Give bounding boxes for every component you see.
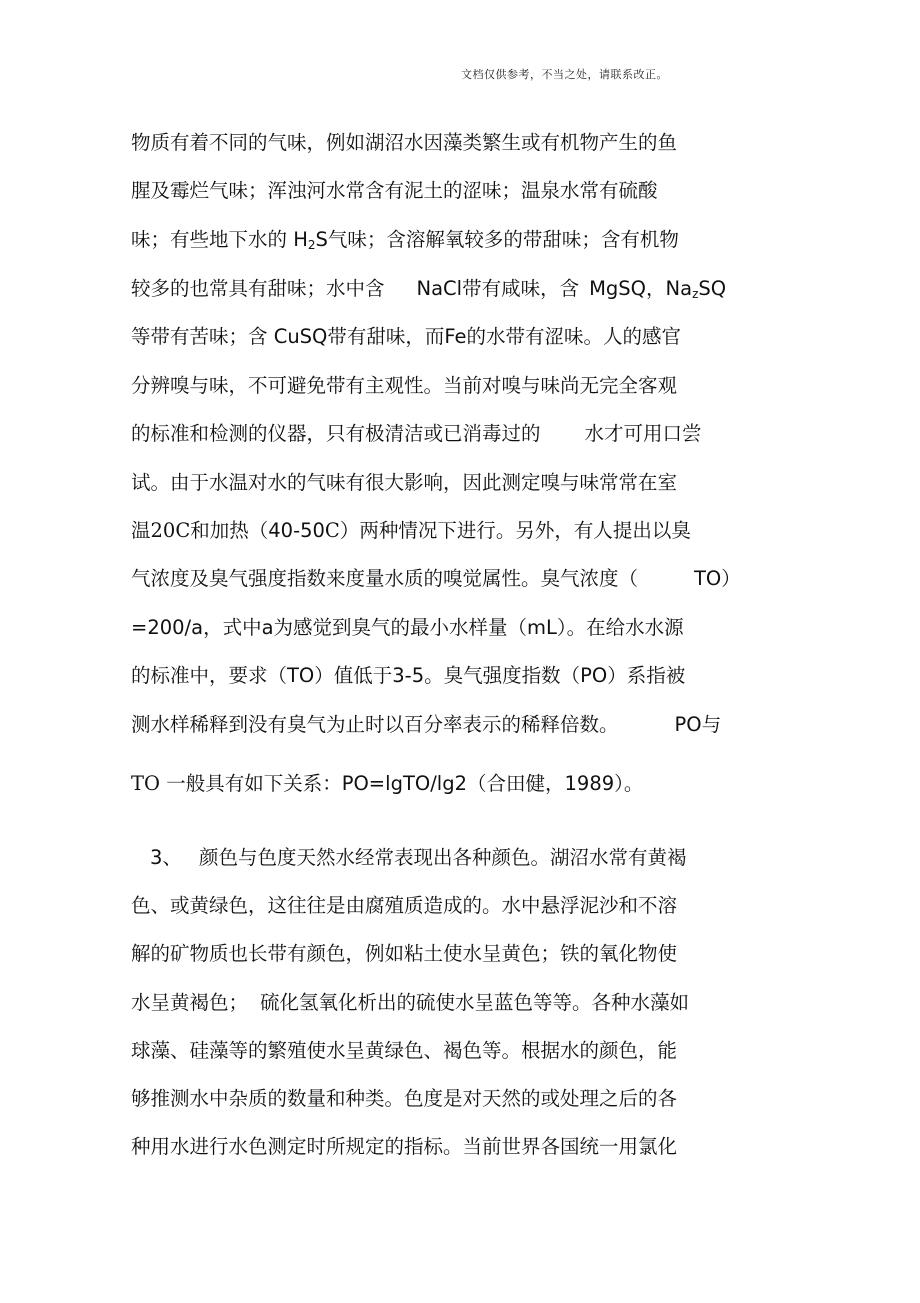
text-line: 种用水进行水色测定时所规定的指标。当前世界各国统一用氯化 xyxy=(131,1135,678,1158)
text-line: 的标准和检测的仪器，只有极清洁或已消毒过的 水才可用口尝 xyxy=(131,422,702,445)
text-line: TO 一般具有如下关系：PO=lgTO/lg2（合田健，1989）。 xyxy=(131,772,644,795)
text-line: 温20C和加热（40-50C）两种情况下进行。另外，有人提出以臭 xyxy=(131,519,691,542)
text-line: 味；有些地下水的 $H_2S$气味；含溶解氧较多的带甜味；含有机物 xyxy=(131,228,679,252)
text-line: 色、或黄绿色，这往往是由腐殖质造成的。水中悬浮泥沙和不溶 xyxy=(131,894,678,917)
text-line: 解的矿物质也长带有颜色，例如粘土使水呈黄色；铁的氧化物使 xyxy=(131,942,678,965)
text-line: 等带有苦味；含 CuSQ带有甜味，而Fe的水带有涩味。人的感官 xyxy=(131,325,682,348)
text-line: 的标准中，要求（TO）值低于3-5。臭气强度指数（PO）系指被 xyxy=(131,664,686,687)
text-line: 气浓度及臭气强度指数来度量水质的嗅觉属性。臭气浓度（ TO） xyxy=(131,567,741,590)
text-line: 分辨嗅与味，不可避免带有主观性。当前对嗅与味尚无完全客观 xyxy=(131,374,678,397)
text-line: 物质有着不同的气味，例如湖沼水因藻类繁生或有机物产生的鱼 xyxy=(131,131,678,154)
text-line: 测水样稀释到没有臭气为止时以百分率表示的稀释倍数。 PO与 xyxy=(131,713,722,736)
text-line: =200/a，式中a为感觉到臭气的最小水样量（mL）。在给水水源 xyxy=(131,616,684,639)
text-line: 球藻、硅藻等的繁殖使水呈黄绿色、褐色等。根据水的颜色，能 xyxy=(131,1039,678,1062)
text-line: 较多的也常具有甜味；水中含 NaCl带有咸味，含 MgSQ，$Na_zSQ$ xyxy=(131,277,727,301)
text-line: 腥及霉烂气味；浑浊河水常含有泥土的涩味；温泉水常有硫酸 xyxy=(131,179,658,202)
text-line: 试。由于水温对水的气味有很大影响，因此测定嗅与味常常在室 xyxy=(131,471,678,494)
text-line: 颜色与色度天然水经常表现出各种颜色。湖沼水常有黄褐 xyxy=(199,846,687,869)
text-line: 够推测水中杂质的数量和种类。色度是对天然的或处理之后的各 xyxy=(131,1087,678,1110)
section-number: 3、 xyxy=(150,846,182,869)
text-line: 水呈黄褐色； 硫化氢氧化析出的硫使水呈蓝色等等。各种水藻如 xyxy=(131,991,690,1014)
header-note: 文档仅供参考，不当之处，请联系改正。 xyxy=(461,68,668,81)
